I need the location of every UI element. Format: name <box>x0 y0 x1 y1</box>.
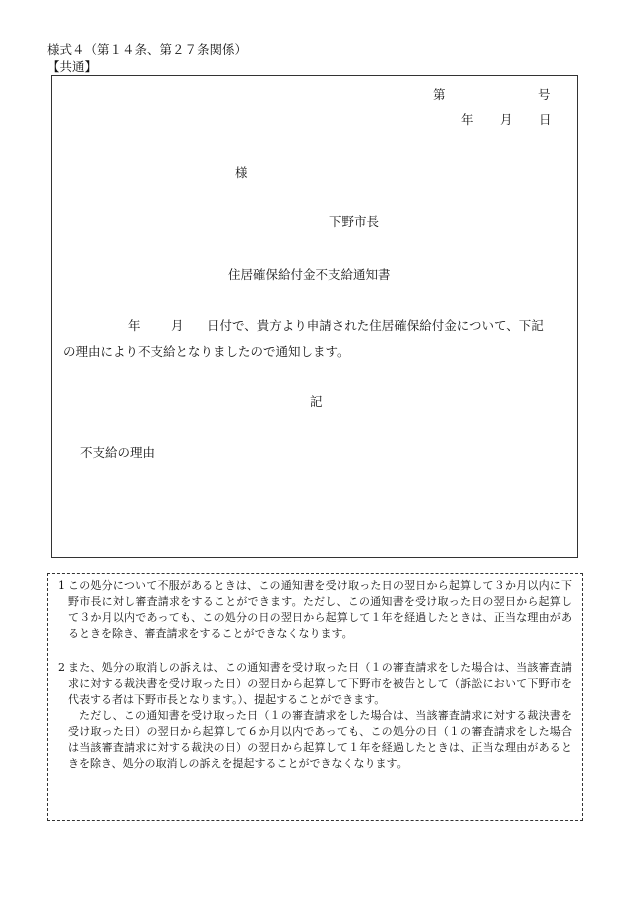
number-prefix: 第 <box>433 87 446 102</box>
note-item-1 <box>58 578 572 642</box>
note-item-2 <box>58 660 572 772</box>
body-line-2: の理由により不支給となりましたので通知します。 <box>63 344 350 359</box>
document-title: 住居確保給付金不支給通知書 <box>228 267 391 282</box>
date-day: 日 <box>539 112 552 127</box>
note-number: 2 <box>58 661 65 674</box>
note-text-continued: ただし、この通知書を受け取った日（１の審査請求をした場合は、当該審査請求に対する裁決書を受け取った日）の翌日から起算して６か月以内であっても、この処分の日（１の審査請求をした場合は当該審査請求に対する裁決の日）の翌日から起算して１年を経過したときは、正当な理由があるときを除き、処分の取消しの訴えを提起することができなくなります。 <box>68 709 572 770</box>
body-year: 年 <box>128 318 141 333</box>
form-label: 様式４（第１４条、第２７条関係） <box>47 42 248 57</box>
addressee-suffix: 様 <box>235 165 248 180</box>
note-text: この処分について不服があるときは、この通知書を受け取った日の翌日から起算して３か月以内に下野市長に対し審査請求をすることができます。ただし、この通知書を受け取った日の翌日から起算して３か月以内であっても、この処分の日の翌日から起算して１年を経過したときは、正当な理由があるときを除き、審査請求をすることができなくなります。 <box>68 579 572 640</box>
note-number: 1 <box>58 579 65 592</box>
body-month: 月 <box>171 318 184 333</box>
date-month: 月 <box>500 112 513 127</box>
note-text: また、処分の取消しの訴えは、この通知書を受け取った日（１の審査請求をした場合は、当該審査請求に対する裁決書を受け取った日）の翌日から起算して下野市を被告として（訴訟において下野市を代表する者は下野市長となります。）、提起することができます。 <box>68 661 572 706</box>
ki-heading: 記 <box>310 394 323 409</box>
appeal-notes-box <box>47 573 583 821</box>
body-line-1: 日付で、貴方より申請された住居確保給付金について、下記 <box>207 318 544 333</box>
date-year: 年 <box>461 112 474 127</box>
issuer: 下野市長 <box>329 214 380 229</box>
common-label: 【共通】 <box>47 59 98 74</box>
number-suffix: 号 <box>538 87 551 102</box>
reason-label: 不支給の理由 <box>80 445 156 460</box>
